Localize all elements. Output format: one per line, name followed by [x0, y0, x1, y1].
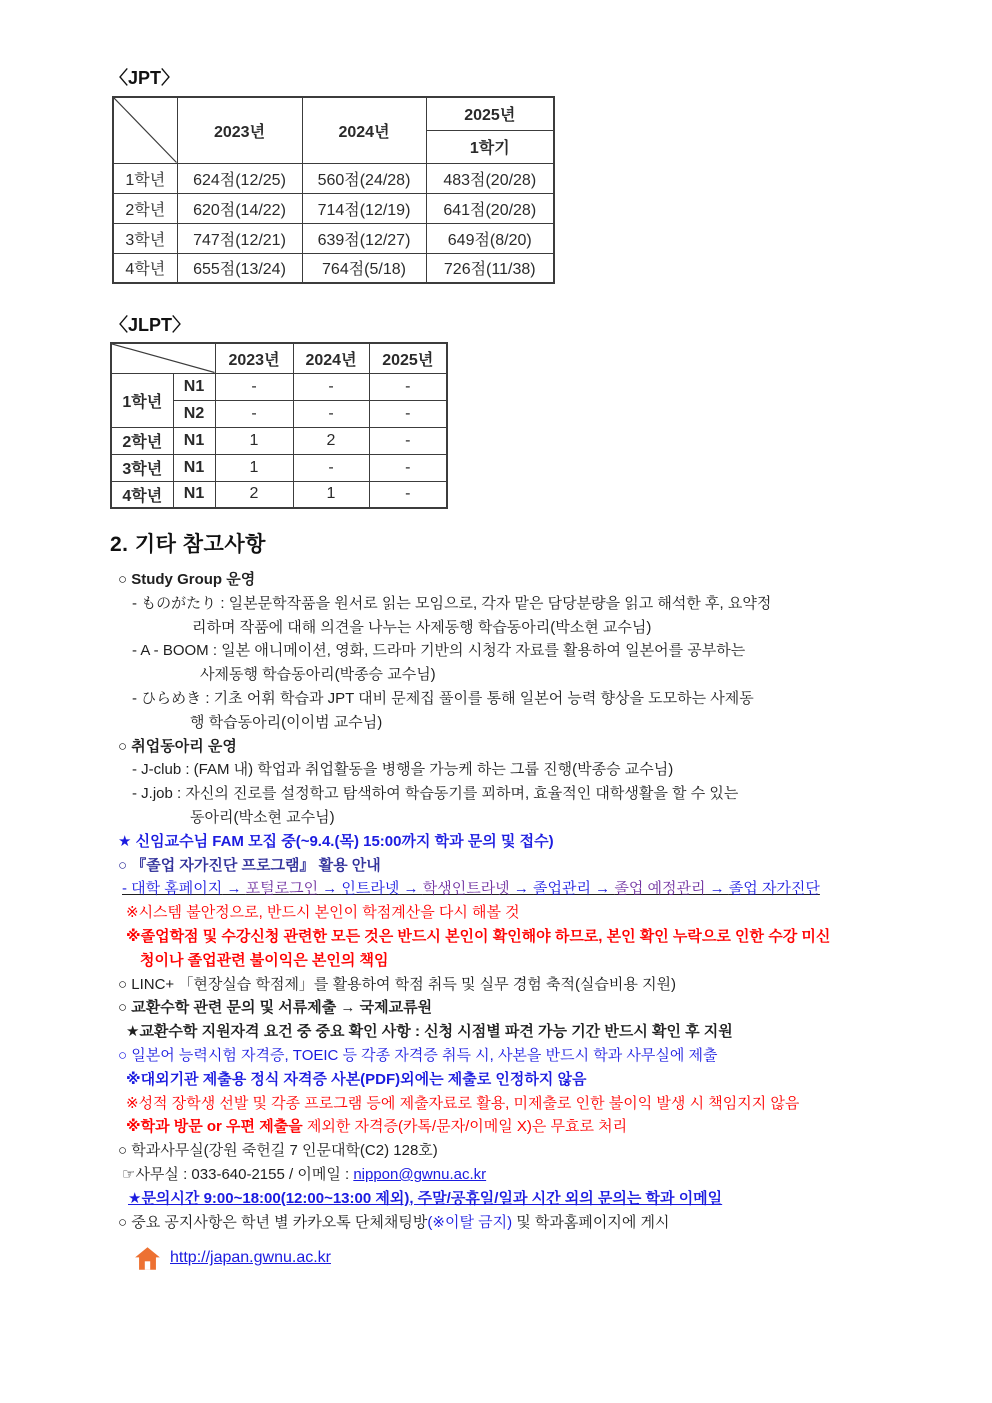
j-club-line: - J-club : (FAM 내) 학업과 취업활동을 병행을 가능케 하는 그룹 진행(박종승 교수님)	[132, 761, 674, 779]
jlpt-cell: 1	[293, 481, 369, 508]
jpt-header-2024: 2024년	[302, 97, 426, 163]
a-boom-line-1: - A - BOOM : 일본 애니메이션, 영화, 드라마 기반의 시청각 자료를 활용하여 일본어를 공부하는	[132, 642, 746, 660]
jlpt-level-label: N2	[173, 400, 215, 427]
certificate-liability-note: ※성적 장학생 선발 및 각종 프로그램 등에 제출자료로 활용, 미제출로 인한 불이익 발생 시 책임지지 않음	[126, 1094, 800, 1112]
jpt-cell: 714점(12/19)	[302, 193, 426, 223]
jlpt-grade-label: 1학년	[111, 373, 173, 427]
jlpt-cell: -	[369, 400, 447, 427]
diagonal-line-icon	[112, 344, 215, 373]
table-row	[111, 454, 447, 481]
system-warning: ※시스템 불안정으로, 반드시 본인이 학점계산을 다시 해볼 것	[126, 904, 520, 922]
office-location: ○ 학과사무실(강원 죽헌길 7 인문대학(C2) 128호)	[118, 1142, 438, 1160]
jlpt-cell: 2	[293, 427, 369, 454]
arrow-right-icon: →	[509, 880, 534, 898]
home-icon	[134, 1246, 161, 1271]
jpt-row-label: 2학년	[113, 193, 177, 223]
diagonal-line-icon	[114, 98, 177, 163]
table-row	[113, 163, 554, 193]
arrow-right-icon: →	[399, 880, 423, 898]
jlpt-level-label: N1	[173, 481, 215, 508]
table-row	[111, 481, 447, 508]
jlpt-grade-label: 3학년	[111, 454, 173, 481]
jlpt-cell: 1	[215, 454, 293, 481]
kakao-notice-suffix: 및 학과홈페이지에 게시	[512, 1213, 670, 1231]
jpt-cell: 483점(20/28)	[426, 163, 554, 193]
kakao-no-leave-note: (※이탈 금지)	[427, 1213, 513, 1231]
jlpt-cell: -	[215, 373, 293, 400]
jpt-header-2025: 2025년	[426, 97, 554, 130]
jlpt-header-2023: 2023년	[215, 343, 293, 373]
breadcrumb-step: 졸업관리	[533, 880, 591, 898]
jlpt-section-label: 〈JLPT〉	[110, 315, 191, 335]
jpt-cell: 649점(8/20)	[426, 223, 554, 253]
a-boom-line-2: 사제동행 학습동아리(박종승 교수님)	[200, 666, 436, 684]
hirameki-line-1: - ひらめき : 기초 어휘 학습과 JPT 대비 문제집 풀이를 통해 일본어 능력 향상을 도모하는 사제동	[132, 689, 754, 707]
j-job-line-1: - J.job : 자신의 진로를 설정학고 탐색하여 학습동기를 꾀하며, 효율적인 대학생활을 할 수 있는	[132, 785, 739, 803]
jlpt-level-label: N1	[173, 454, 215, 481]
self-check-breadcrumb	[110, 877, 932, 901]
jlpt-cell: -	[293, 373, 369, 400]
jpt-diagonal-header-cell	[113, 97, 177, 163]
arrow-right-icon: →	[318, 880, 342, 898]
jlpt-header-2025: 2025년	[369, 343, 447, 373]
jpt-cell: 624점(12/25)	[177, 163, 302, 193]
exchange-requirement-note: ★교환수학 지원자격 요건 중 중요 확인 사항 : 신청 시점별 파견 가능 기간 반드시 확인 후 지원	[126, 1023, 733, 1041]
jpt-cell: 639점(12/27)	[302, 223, 426, 253]
misc-notes-section	[110, 531, 932, 1273]
jlpt-cell: -	[215, 400, 293, 427]
j-job-line-2: 동아리(박소현 교수님)	[190, 808, 335, 826]
jpt-section-label: 〈JPT〉	[110, 68, 180, 88]
linc-note: ○ LINC+ 「현장실습 학점제」를 활용하여 학점 취득 및 실무 경험 축적(실습비용 지원)	[118, 975, 677, 993]
jpt-cell: 560점(24/28)	[302, 163, 426, 193]
jlpt-pass-table	[110, 342, 448, 509]
table-row	[113, 223, 554, 253]
jlpt-cell: -	[369, 454, 447, 481]
jlpt-level-label: N1	[173, 427, 215, 454]
jlpt-cell: 2	[215, 481, 293, 508]
breadcrumb-step: 포털로그인	[245, 880, 319, 898]
jlpt-cell: -	[369, 373, 447, 400]
breadcrumb-step: - 대학 홈페이지	[122, 880, 223, 898]
jlpt-cell: -	[369, 481, 447, 508]
monogatari-line-1: - ものがたり : 일본문학작품을 원서로 읽는 모임으로, 각자 맡은 담당분량을 읽고 해석한 후, 요약정	[132, 594, 772, 612]
jpt-cell: 641점(20/28)	[426, 193, 554, 223]
breadcrumb-step: 학생인트라넷	[422, 880, 510, 898]
kakao-notice-text: ○ 중요 공지사항은 학년 별 카카오톡 단체채팅방	[118, 1213, 428, 1231]
office-contact-text: ☞사무실 : 033-640-2155 / 이메일 :	[122, 1165, 354, 1183]
certificate-delivery-note	[110, 1115, 932, 1139]
arrow-right-icon: →	[705, 880, 729, 898]
graduation-warning-line-1: ※졸업학점 및 수강신청 관련한 모든 것은 반드시 본인이 확인해야 하므로, 본인 확인 누락으로 인한 수강 미신	[126, 927, 831, 945]
monogatari-line-2: 리하며 작품에 대해 의견을 나누는 사제동행 학습동아리(박소현 교수님)	[192, 618, 652, 636]
jlpt-cell: -	[369, 427, 447, 454]
jlpt-cell: -	[293, 454, 369, 481]
jpt-header-semester1: 1학기	[426, 130, 554, 163]
jlpt-grade-label: 4학년	[111, 481, 173, 508]
graduation-warning-line-2: 청이나 졸업관련 불이익은 본인의 책임	[140, 951, 389, 969]
jpt-score-table	[112, 96, 555, 284]
jpt-cell: 747점(12/21)	[177, 223, 302, 253]
homepage-row	[110, 1243, 932, 1273]
arrow-right-icon: →	[591, 880, 615, 898]
jlpt-level-label: N1	[173, 373, 215, 400]
jpt-cell: 726점(11/38)	[426, 253, 554, 283]
breadcrumb-step: 인트라넷	[341, 880, 400, 898]
breadcrumb-step: 졸업 자가진단	[728, 880, 820, 898]
certificate-delivery-rest: 제외한 자격증(카톡/문자/이메일 X)은 무효로 처리	[302, 1118, 628, 1136]
jpt-row-label: 4학년	[113, 253, 177, 283]
jpt-row-label: 3학년	[113, 223, 177, 253]
certificate-pdf-note: ※대외기관 제출용 정식 자격증 사본(PDF)외에는 제출로 인정하지 않음	[126, 1070, 587, 1088]
jlpt-header-2024: 2024년	[293, 343, 369, 373]
jlpt-diagonal-header-cell	[111, 343, 215, 373]
jpt-cell: 620점(14/22)	[177, 193, 302, 223]
jpt-cell: 764점(5/18)	[302, 253, 426, 283]
breadcrumb-step: 졸업 예정관리	[614, 880, 706, 898]
jlpt-cell: 1	[215, 427, 293, 454]
jlpt-cell: -	[293, 400, 369, 427]
office-contact	[110, 1163, 932, 1187]
table-row	[113, 193, 554, 223]
jpt-cell: 655점(13/24)	[177, 253, 302, 283]
certificate-submit-note: ○ 일본어 능력시험 자격증, TOEIC 등 각종 자격증 취득 시, 사본을 반드시 학과 사무실에 제출	[118, 1046, 718, 1064]
jpt-header-2023: 2023년	[177, 97, 302, 163]
exchange-study-note: ○ 교환수학 관련 문의 및 서류제출 → 국제교류원	[118, 999, 433, 1017]
table-row	[113, 253, 554, 283]
section-title: 2. 기타 참고사항	[110, 533, 266, 556]
jpt-row-label: 1학년	[113, 163, 177, 193]
study-group-header: ○ Study Group 운영	[118, 571, 256, 588]
hirameki-line-2: 행 학습동아리(이이범 교수님)	[190, 713, 383, 731]
table-row	[111, 427, 447, 454]
fam-recruit-notice: ★ 신임교수님 FAM 모집 중(~9.4.(목) 15:00까지 학과 문의 및 접수)	[118, 832, 554, 850]
office-email-link[interactable]: nippon@gwnu.ac.kr	[353, 1165, 487, 1183]
table-row	[111, 373, 447, 400]
kakao-notice	[110, 1211, 932, 1235]
certificate-delivery-bold: ※학과 방문 or 우편 제출을	[126, 1118, 303, 1136]
homepage-url-link[interactable]: http://japan.gwnu.ac.kr	[170, 1249, 331, 1267]
office-hours-note: ★문의시간 9:00~18:00(12:00~13:00 제외), 주말/공휴일/일과 시간 외의 문의는 학과 이메일	[128, 1189, 723, 1207]
arrow-right-icon: →	[222, 880, 246, 898]
self-check-program-header: ○ 『졸업 자가진단 프로그램』 활용 안내	[118, 856, 381, 874]
job-club-header: ○ 취업동아리 운영	[118, 737, 237, 755]
jlpt-grade-label: 2학년	[111, 427, 173, 454]
